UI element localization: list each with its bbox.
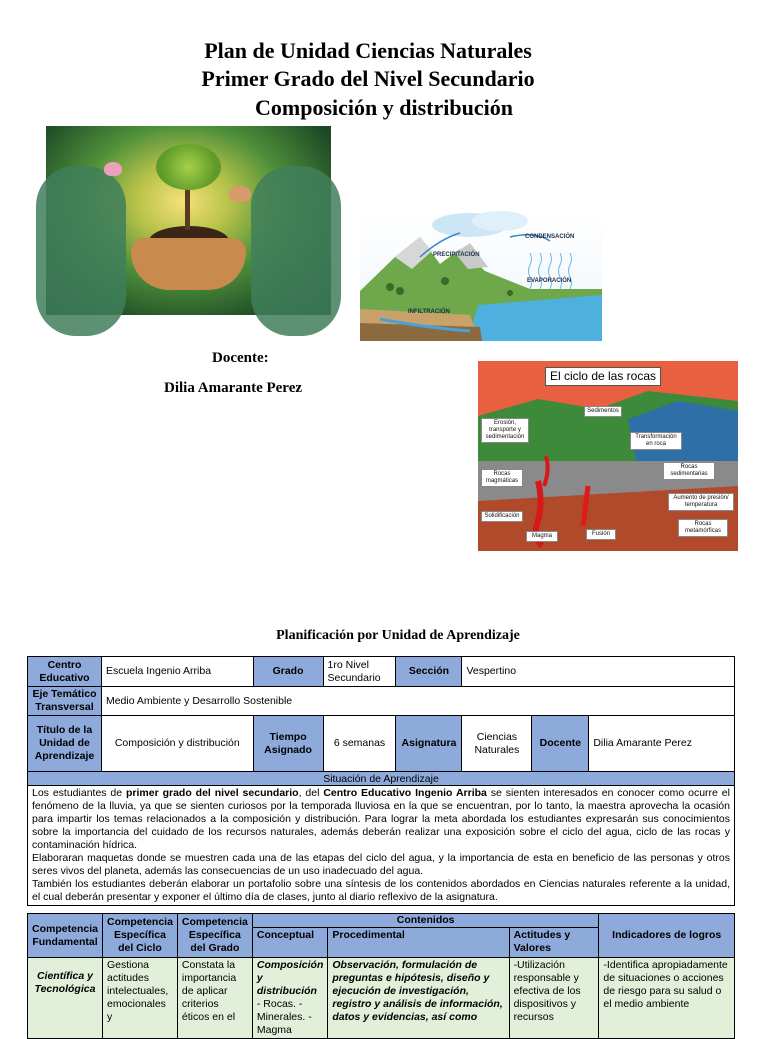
actitudes-header: Actitudes y Valores <box>509 928 599 958</box>
procedimental-cell: Observación, formulación de preguntas e hipótesis, diseño y ejecución de investigación, registro y análisis de información, datos y evidencias, así como <box>328 958 509 1039</box>
label-fusion: Fusión <box>586 529 616 540</box>
label-magma: Magma <box>526 531 558 542</box>
butterfly-icon <box>104 162 122 176</box>
document-title-line-2: Primer Grado del Nivel Secundario <box>201 66 535 91</box>
centro-educativo-label: Centro Educativo <box>28 657 102 687</box>
docente-table-label: Docente <box>532 716 589 772</box>
indicadores-cell: -Identifica apropiadamente de situaciones o acciones de riesgo para su salud o el medio ambiente <box>599 958 735 1039</box>
docente-table-value: Dilia Amarante Perez <box>589 716 735 772</box>
competencia-grado-cell: Constata la importancia de aplicar criterios éticos en el <box>177 958 252 1039</box>
rock-cycle-illustration <box>478 361 738 551</box>
seccion-value: Vespertino <box>462 657 735 687</box>
label-rocas-metamorficas: Rocas metamórficas <box>678 519 728 537</box>
indicadores-header: Indicadores de logros <box>599 914 735 958</box>
seccion-label: Sección <box>396 657 462 687</box>
competencies-table <box>27 913 735 1039</box>
label-rocas-sedimentarias: Rocas sedimentarias <box>663 462 715 480</box>
plan-title: Planificación por Unidad de Aprendizaje <box>276 628 520 643</box>
grado-value: 1ro Nivel Secundario <box>323 657 396 687</box>
titulo-unidad-value: Composición y distribución <box>101 716 253 772</box>
grado-label: Grado <box>253 657 323 687</box>
competencia-fundamental-header: Competencia Fundamental <box>28 914 103 958</box>
docente-name: Dilia Amarante Perez <box>164 380 303 396</box>
rock-cycle-title: El ciclo de las rocas <box>545 367 661 386</box>
label-sedimentos: Sedimentos <box>584 406 622 417</box>
contenidos-header: Contenidos <box>252 914 599 928</box>
butterfly-icon <box>229 186 251 202</box>
eje-tematico-label: Eje Temático Transversal <box>28 687 102 716</box>
situacion-aprendizaje-text: Los estudiantes de primer grado del nivel secundario, del Centro Educativo Ingenio Arriba se sienten interesados en conocer como ocurre el fenómeno de la lluvia, ya que se sienten curiosos por la temporada lluviosa en la que se encuentran, por lo tanto, la maestra aprovecha la ocasión para impartir los temas relacionados a la composición y distribución. Para lograr la meta abordada los estudiantes expresarán sus conocimientos sobre la importancia del cuidado de los recursos naturales, además deberán realizar una exposición sobre el ciclo del agua, ciclo de las rocas y contaminación hídrica. Elaboraran maquetas donde se muestren cada una de las etapas del ciclo del agua, y la importancia de esta en beneficio de las personas y otros seres vivos del planeta, además las consecuencias de un uso inadecuado del agua. También los estudiantes deberán elaborar un portafolio sobre una síntesis de los contenidos abordados en Ciencias naturales referente a la unidad, el cual deberán presentar y exponer el último día de clases, junto al diario reflexivo de la asignatura. <box>28 786 735 906</box>
label-solidificacion: Solidificación <box>481 511 523 522</box>
eje-tematico-value: Medio Ambiente y Desarrollo Sostenible <box>101 687 734 716</box>
conceptual-header: Conceptual <box>252 928 328 958</box>
asignatura-value: Ciencias Naturales <box>462 716 532 772</box>
actitudes-cell: -Utilización responsable y efectiva de los dispositivos y recursos <box>509 958 599 1039</box>
label-transformacion: Transformación en roca <box>630 432 682 450</box>
label-infiltracion: INFILTRACIÓN <box>408 309 450 315</box>
unit-info-table <box>27 656 735 906</box>
competencia-ciclo-header: Competencia Específica del Ciclo <box>102 914 177 958</box>
label-precipitacion: PRECIPITACIÓN <box>433 252 480 258</box>
competencia-ciclo-cell: Gestiona actitudes intelectuales, emocionales y <box>102 958 177 1039</box>
label-evaporacion: EVAPORACIÓN <box>527 278 572 284</box>
label-aumento-presion: Aumento de presión/ temperatura <box>668 493 734 511</box>
document-title-line-1: Plan de Unidad Ciencias Naturales <box>204 38 532 63</box>
procedimental-header: Procedimental <box>328 928 509 958</box>
competencia-fundamental-cell: Científica y Tecnológica <box>28 958 103 1039</box>
titulo-unidad-label: Título de la Unidad de Aprendizaje <box>28 716 102 772</box>
water-cycle-illustration <box>360 209 602 341</box>
hands-plant-photo <box>46 126 331 315</box>
situacion-aprendizaje-label: Situación de Aprendizaje <box>28 772 735 786</box>
tiempo-asignado-value: 6 semanas <box>323 716 396 772</box>
label-erosion: Erosión, transporte y sedimentación <box>481 418 529 443</box>
competencia-grado-header: Competencia Específica del Grado <box>177 914 252 958</box>
label-rocas-magmaticas: Rocas magmáticas <box>481 469 523 487</box>
document-title-line-3: Composición y distribución <box>255 95 513 120</box>
label-condensacion: CONDENSACIÓN <box>525 234 575 240</box>
asignatura-label: Asignatura <box>396 716 462 772</box>
conceptual-cell: Composición y distribución - Rocas. - Minerales. - Magma <box>252 958 328 1039</box>
docente-label: Docente: <box>212 350 269 366</box>
centro-educativo-value: Escuela Ingenio Arriba <box>101 657 253 687</box>
tiempo-asignado-label: Tiempo Asignado <box>253 716 323 772</box>
